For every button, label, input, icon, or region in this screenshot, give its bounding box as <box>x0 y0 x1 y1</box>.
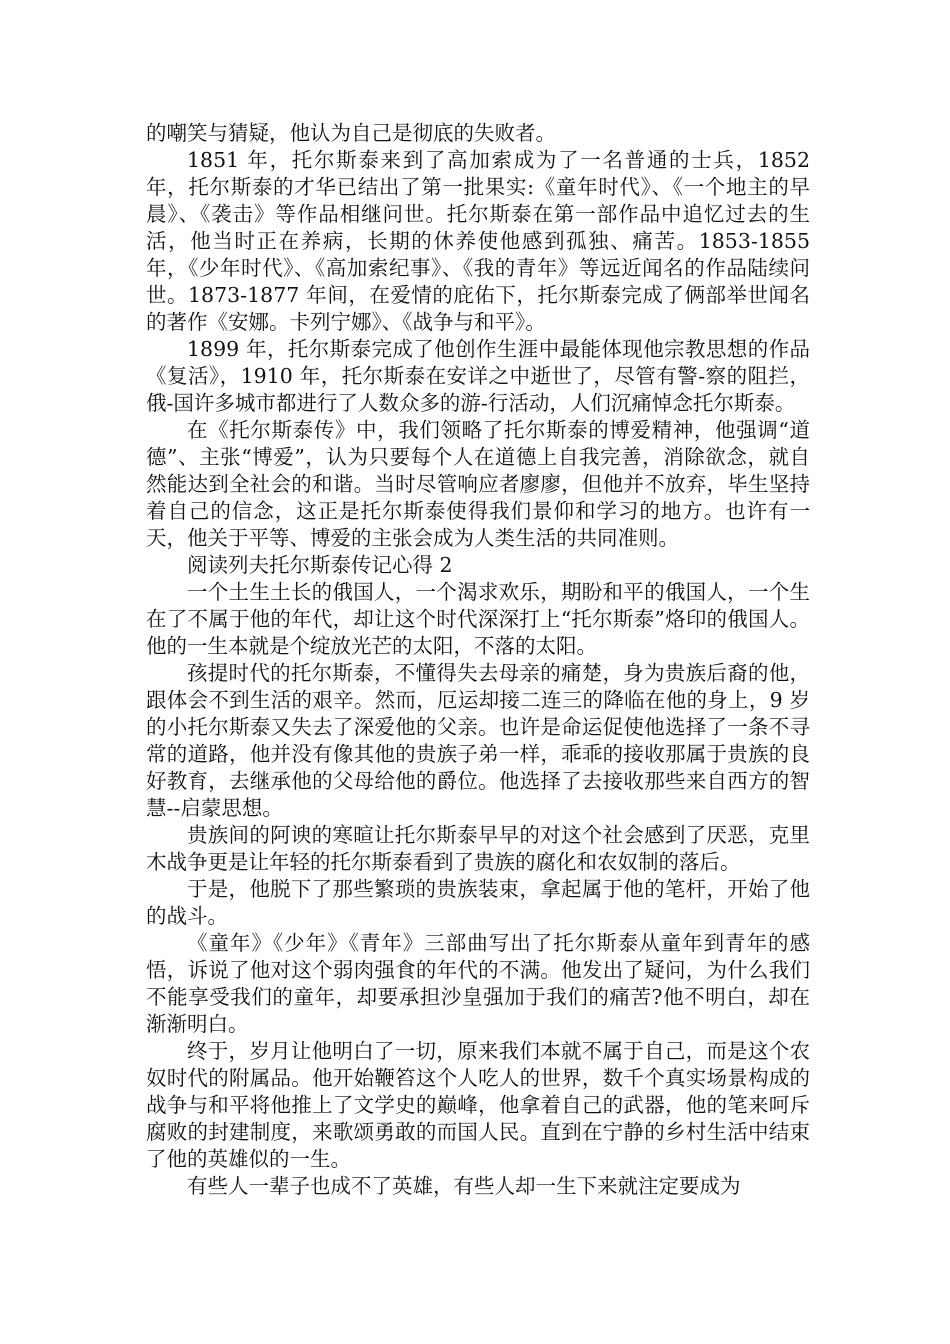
paragraph: 1899 年，托尔斯泰完成了他创作生涯中最能体现他宗教思想的作品《复活》，1910 年，托尔斯泰在安详之中逝世了，尽管有警-察的阻拦，俄-国许多城市都进行了人数众多的游-行活动，人们沉痛悼念托尔斯泰。 <box>146 337 810 415</box>
paragraph: 在《托尔斯泰传》中，我们领略了托尔斯泰的博爱精神，他强调“道德”、主张“博爱”，认为只要每个人在道德上自我完善，消除欲念，就自然能达到全社会的和谐。当时尽管响应者廖廖，但他并不放弃，毕生坚持着自己的信念，这正是托尔斯泰使得我们景仰和学习的地方。也许有一天，他关于平等、博爱的主张会成为人类生活的共同准则。 <box>146 418 810 550</box>
document-body <box>146 120 810 1200</box>
paragraph: 1851 年，托尔斯泰来到了高加索成为了一名普通的士兵，1852 年，托尔斯泰的才华已结出了第一批果实:《童年时代》、《一个地主的早晨》、《袭击》等作品相继问世。托尔斯泰在第一部作品中追忆过去的生活，他当时正在养病，长期的休养使他感到孤独、痛苦。1853-1855 年，《少年时代》、《高加索纪事》、《我的青年》等远近闻名的作品陆续问世。1873-1877 年间，在爱情的庇佑下，托尔斯泰完成了俩部举世闻名的著作《安娜。卡列宁娜》、《战争与和平》。 <box>146 148 810 334</box>
paragraph: 于是，他脱下了那些繁琐的贵族装束，拿起属于他的笔杆，开始了他的战斗。 <box>146 877 810 928</box>
paragraph: 一个土生土长的俄国人，一个渴求欢乐，期盼和平的俄国人，一个生在了不属于他的年代，却让这个时代深深打上“托尔斯泰”烙印的俄国人。他的一生本就是个绽放光芒的太阳，不落的太阳。 <box>146 580 810 658</box>
paragraph: 孩提时代的托尔斯泰，不懂得失去母亲的痛楚，身为贵族后裔的他，跟体会不到生活的艰辛。然而，厄运却接二连三的降临在他的身上，9 岁的小托尔斯泰又失去了深爱他的父亲。也许是命运促使他选择了一条不寻常的道路，他并没有像其他的贵族子弟一样，乖乖的接收那属于贵族的良好教育，去继承他的父母给他的爵位。他选择了去接收那些来自西方的智慧--启蒙思想。 <box>146 661 810 820</box>
paragraph: 有些人一辈子也成不了英雄，有些人却一生下来就注定要成为 <box>187 1174 741 1198</box>
paragraph: 终于，岁月让他明白了一切，原来我们本就不属于自己，而是这个农奴时代的附属品。他开始鞭笞这个人吃人的世界，数千个真实场景构成的战争与和平将他推上了文学史的巅峰，他拿着自己的武器，他的笔来呵斥腐败的封建制度，来歌颂勇敢的而国人民。直到在宁静的乡村生活中结束了他的英雄似的一生。 <box>146 1039 810 1171</box>
section-heading: 阅读列夫托尔斯泰传记心得 2 <box>187 553 453 577</box>
paragraph: 的嘲笑与猜疑，他认为自己是彻底的失败者。 <box>146 121 556 145</box>
paragraph: 贵族间的阿谀的寒暄让托尔斯泰早早的对这个社会感到了厌恶，克里木战争更是让年轻的托尔斯泰看到了贵族的腐化和农奴制的落后。 <box>146 823 810 874</box>
paragraph: 《童年》《少年》《青年》三部曲写出了托尔斯泰从童年到青年的感悟，诉说了他对这个弱肉强食的年代的不满。他发出了疑问，为什么我们不能享受我们的童年，却要承担沙皇强加于我们的痛苦?他不明白，却在渐渐明白。 <box>146 931 810 1036</box>
